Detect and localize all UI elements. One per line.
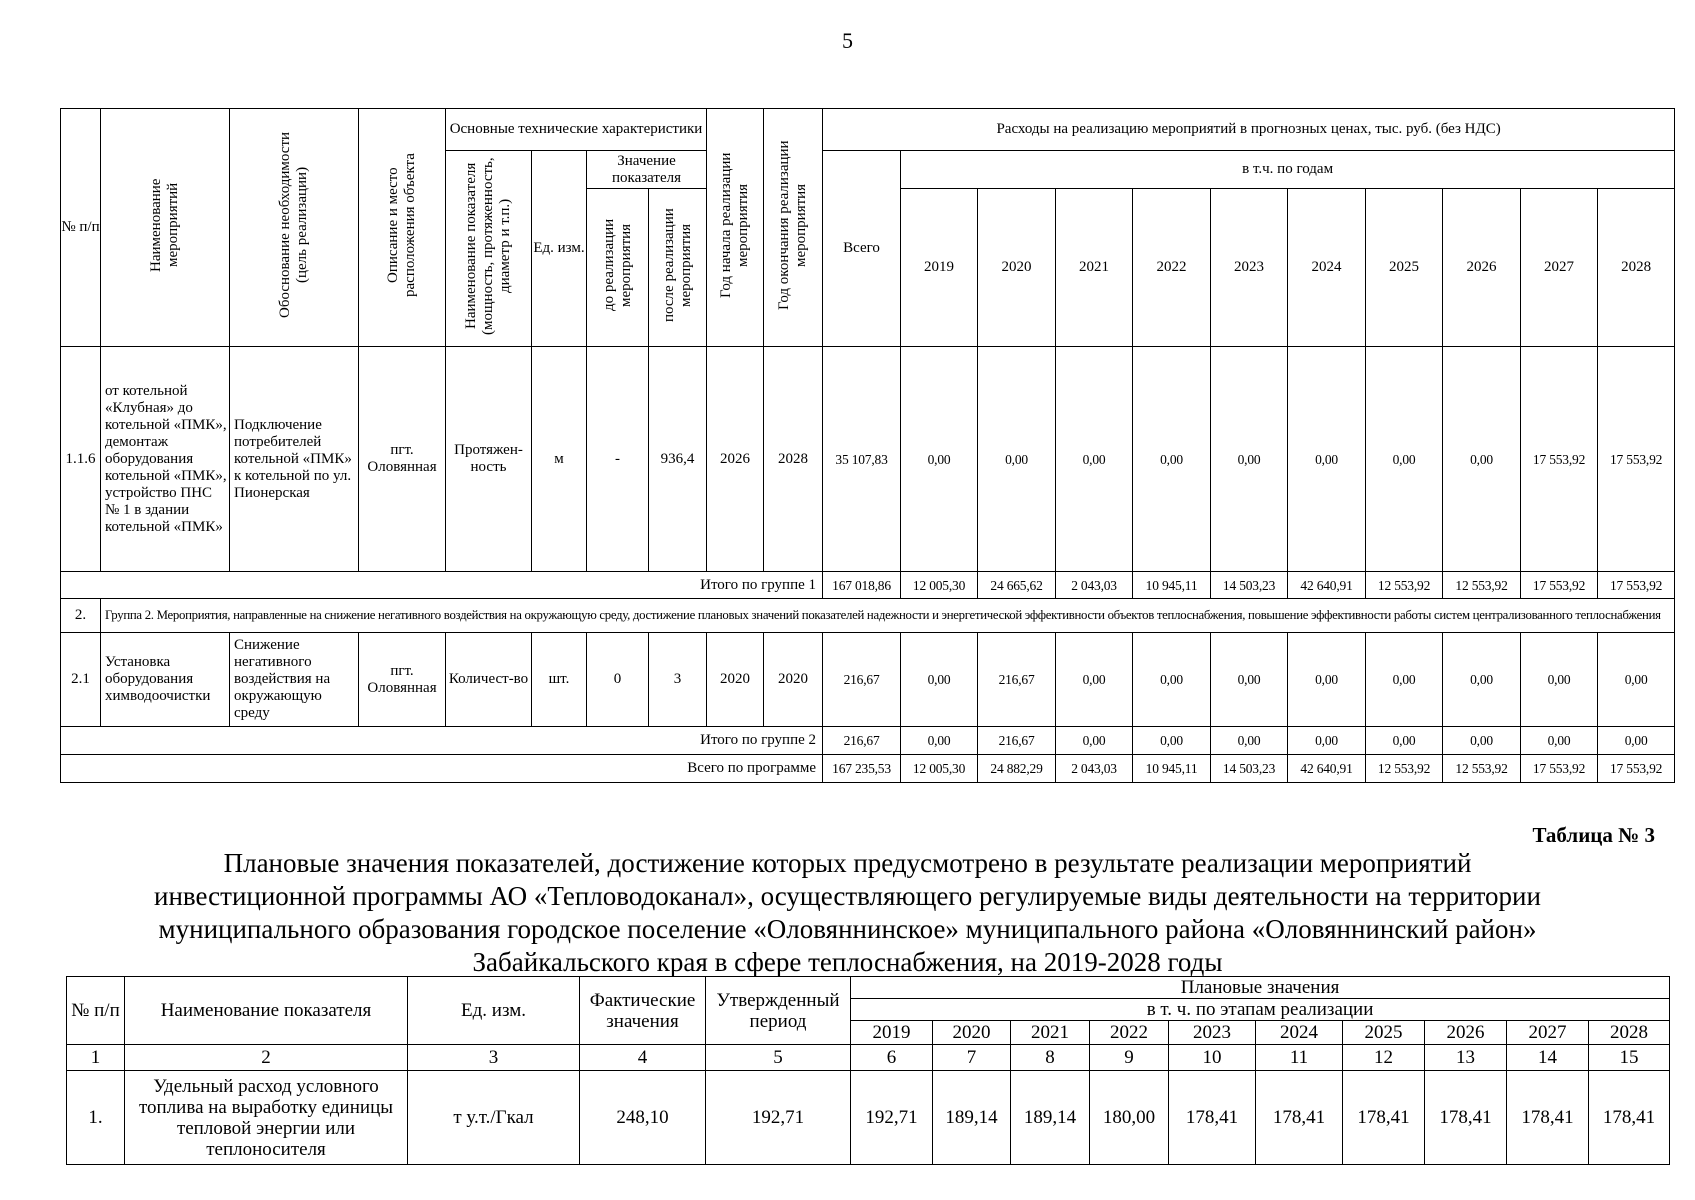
- group2-title: Группа 2. Мероприятия, направленные на снижение негативного воздействия на окружающую среду, достижение плановых значений показателей надежности и энергетической эффективности объектов теплоснабжения, повышение эффективности работы систем централизованного теплоснабжения: [101, 599, 1675, 633]
- group1-year-value: 17 553,92: [1521, 572, 1598, 599]
- row-before: 0: [587, 633, 649, 727]
- row-year-value: 0,00: [1288, 633, 1366, 727]
- t3-col-number: 2: [125, 1045, 408, 1071]
- row-num: 1.1.6: [61, 347, 101, 572]
- program-total: 167 235,53: [823, 755, 901, 783]
- row-year-value: 0,00: [901, 347, 978, 572]
- t3-header-unit: Ед. изм.: [408, 977, 580, 1045]
- t3-col-number: 6: [851, 1045, 933, 1071]
- row-location: пгт. Оловянная: [359, 633, 446, 727]
- row-year-value: 216,67: [978, 633, 1056, 727]
- header-value: Значение показателя: [587, 151, 707, 189]
- t3-col-number: 11: [1256, 1045, 1343, 1071]
- row-unit: шт.: [532, 633, 587, 727]
- investment-measures-table: [60, 108, 1675, 783]
- header-indicator: Наименование показателя (мощность, протяженность, диаметр и т.п.): [446, 151, 532, 347]
- table-heading: [20, 847, 1675, 979]
- t3-row-value: 178,41: [1425, 1071, 1507, 1165]
- year-header: 2021: [1056, 189, 1133, 347]
- row-year-value: 0,00: [1056, 347, 1133, 572]
- t3-row-value: 178,41: [1507, 1071, 1589, 1165]
- row-unit: м: [532, 347, 587, 572]
- t3-row-unit: т у.т./Гкал: [408, 1071, 580, 1165]
- table-number-label: Таблица № 3: [1532, 823, 1655, 847]
- header-end-year: Год окончания реализации мероприятия: [764, 109, 823, 347]
- t3-row-value: 178,41: [1256, 1071, 1343, 1165]
- t3-row-num: 1.: [67, 1071, 125, 1165]
- group2-num: 2.: [61, 599, 101, 633]
- group2-year-value: 0,00: [1288, 727, 1366, 755]
- t3-col-number: 12: [1343, 1045, 1425, 1071]
- year-header: 2023: [1211, 189, 1288, 347]
- row-year-value: 0,00: [1598, 633, 1675, 727]
- program-year-value: 24 882,29: [978, 755, 1056, 783]
- group2-total-row: [61, 727, 1675, 755]
- header-start-year: Год начала реализации мероприятия: [707, 109, 764, 347]
- t3-year-header: 2025: [1343, 1021, 1425, 1045]
- t3-column-numbers-row: [67, 1045, 1670, 1071]
- page-number: 5: [842, 28, 853, 53]
- row-end: 2028: [764, 347, 823, 572]
- header-row-1: [61, 109, 1675, 151]
- program-year-value: 12 553,92: [1366, 755, 1443, 783]
- group1-year-value: 2 043,03: [1056, 572, 1133, 599]
- row-year-value: 0,00: [1211, 347, 1288, 572]
- t3-row-value: 192,71: [851, 1071, 933, 1165]
- t3-header-row-1: [67, 977, 1670, 999]
- t3-col-number: 13: [1425, 1045, 1507, 1071]
- row-indicator: Количест-во: [446, 633, 532, 727]
- group1-year-value: 42 640,91: [1288, 572, 1366, 599]
- t3-row-value: 180,00: [1090, 1071, 1169, 1165]
- year-header: 2025: [1366, 189, 1443, 347]
- row-year-value: 0,00: [1366, 633, 1443, 727]
- program-year-value: 42 640,91: [1288, 755, 1366, 783]
- t3-year-header: 2028: [1589, 1021, 1670, 1045]
- group2-year-value: 0,00: [1366, 727, 1443, 755]
- header-by-years: в т.ч. по годам: [901, 151, 1675, 189]
- group1-year-value: 12 005,30: [901, 572, 978, 599]
- row-year-value: 0,00: [1443, 347, 1521, 572]
- t3-row-value: 189,14: [933, 1071, 1011, 1165]
- header-tech: Основные технические характеристики: [446, 109, 707, 151]
- group2-year-value: 0,00: [1133, 727, 1211, 755]
- year-header: 2022: [1133, 189, 1211, 347]
- t3-year-header: 2023: [1169, 1021, 1256, 1045]
- t3-row-value: 178,41: [1343, 1071, 1425, 1165]
- program-year-value: 12 005,30: [901, 755, 978, 783]
- row-year-value: 0,00: [1366, 347, 1443, 572]
- header-before: до реализации мероприятия: [587, 189, 649, 347]
- t3-col-number: 3: [408, 1045, 580, 1071]
- row-year-value: 0,00: [1056, 633, 1133, 727]
- year-header: 2020: [978, 189, 1056, 347]
- heading-line: муниципального образования городское поселение «Оловяннинское» муниципального района «Оловяннинский район»: [158, 914, 1537, 944]
- t3-col-number: 1: [67, 1045, 125, 1071]
- row-total: 35 107,83: [823, 347, 901, 572]
- program-year-value: 17 553,92: [1598, 755, 1675, 783]
- group2-year-value: 0,00: [1521, 727, 1598, 755]
- t3-year-header: 2019: [851, 1021, 933, 1045]
- group1-year-value: 17 553,92: [1598, 572, 1675, 599]
- row-year-value: 17 553,92: [1598, 347, 1675, 572]
- group1-total: 167 018,86: [823, 572, 901, 599]
- program-year-value: 14 503,23: [1211, 755, 1288, 783]
- group2-total: 216,67: [823, 727, 901, 755]
- t3-header-planned: Плановые значения: [851, 977, 1670, 999]
- row-before: -: [587, 347, 649, 572]
- row-after: 3: [649, 633, 707, 727]
- heading-line: Плановые значения показателей, достижение которых предусмотрено в результате реализации мероприятий: [223, 848, 1472, 878]
- row-num: 2.1: [61, 633, 101, 727]
- t3-year-header: 2027: [1507, 1021, 1589, 1045]
- year-header: 2026: [1443, 189, 1521, 347]
- group2-year-value: 0,00: [1211, 727, 1288, 755]
- t3-col-number: 4: [580, 1045, 706, 1071]
- header-num: № п/п: [61, 109, 101, 347]
- header-total: Всего: [823, 151, 901, 347]
- header-reason: Обоснование необходимости (цель реализации): [230, 109, 359, 347]
- t3-header-num: № п/п: [67, 977, 125, 1045]
- row-year-value: 0,00: [978, 347, 1056, 572]
- t3-year-header: 2026: [1425, 1021, 1507, 1045]
- header-costs: Расходы на реализацию мероприятий в прогнозных ценах, тыс. руб. (без НДС): [823, 109, 1675, 151]
- row-location: пгт. Оловянная: [359, 347, 446, 572]
- header-after: после реализации мероприятия: [649, 189, 707, 347]
- t3-row-actual: 248,10: [580, 1071, 706, 1165]
- row-year-value: 17 553,92: [1521, 347, 1598, 572]
- heading-line: инвестиционной программы АО «Тепловодоканал», осуществляющего регулируемые виды деятельности на территории: [154, 881, 1541, 911]
- t3-year-header: 2024: [1256, 1021, 1343, 1045]
- row-year-value: 0,00: [1211, 633, 1288, 727]
- group1-total-row: [61, 572, 1675, 599]
- table-row: [61, 347, 1675, 572]
- t3-year-header: 2020: [933, 1021, 1011, 1045]
- heading-line: Забайкальского края в сфере теплоснабжения, на 2019-2028 годы: [472, 947, 1223, 977]
- t3-row-value: 178,41: [1169, 1071, 1256, 1165]
- year-header: 2019: [901, 189, 978, 347]
- planned-indicators-table: [66, 976, 1670, 1165]
- t3-row-value: 178,41: [1589, 1071, 1670, 1165]
- group1-year-value: 12 553,92: [1366, 572, 1443, 599]
- group1-year-value: 14 503,23: [1211, 572, 1288, 599]
- row-name: от котельной «Клубная» до котельной «ПМК», демонтаж оборудования котельной «ПМК», устройство ПНС № 1 в здании котельной «ПМК»: [101, 347, 230, 572]
- t3-row-approved: 192,71: [706, 1071, 851, 1165]
- row-reason: Снижение негативного воздействия на окружающую среду: [230, 633, 359, 727]
- row-name: Установка оборудования химводоочистки: [101, 633, 230, 727]
- header-name: Наименование мероприятий: [101, 109, 230, 347]
- row-indicator: Протяжен-ность: [446, 347, 532, 572]
- program-total-row: [61, 755, 1675, 783]
- group2-year-value: 0,00: [1598, 727, 1675, 755]
- t3-col-number: 14: [1507, 1045, 1589, 1071]
- year-header: 2024: [1288, 189, 1366, 347]
- group2-year-value: 0,00: [1056, 727, 1133, 755]
- group2-year-value: 0,00: [901, 727, 978, 755]
- t3-col-number: 5: [706, 1045, 851, 1071]
- t3-row-indicator: Удельный расход условного топлива на выработку единицы тепловой энергии или теплоносителя: [125, 1071, 408, 1165]
- program-total-label: Всего по программе: [61, 755, 823, 783]
- row-end: 2020: [764, 633, 823, 727]
- row-after: 936,4: [649, 347, 707, 572]
- t3-header-indicator: Наименование показателя: [125, 977, 408, 1045]
- group1-total-label: Итого по группе 1: [61, 572, 823, 599]
- program-year-value: 10 945,11: [1133, 755, 1211, 783]
- row-year-value: 0,00: [1133, 633, 1211, 727]
- row-reason: Подключение потребителей котельной «ПМК» к котельной по ул. Пионерская: [230, 347, 359, 572]
- row-start: 2026: [707, 347, 764, 572]
- row-year-value: 0,00: [1133, 347, 1211, 572]
- year-header: 2028: [1598, 189, 1675, 347]
- t3-row-value: 189,14: [1011, 1071, 1090, 1165]
- table-row: [61, 633, 1675, 727]
- row-year-value: 0,00: [901, 633, 978, 727]
- program-year-value: 17 553,92: [1521, 755, 1598, 783]
- header-location: Описание и место расположения объекта: [359, 109, 446, 347]
- row-total: 216,67: [823, 633, 901, 727]
- group2-year-value: 0,00: [1443, 727, 1521, 755]
- group2-row: [61, 599, 1675, 633]
- t3-col-number: 7: [933, 1045, 1011, 1071]
- row-year-value: 0,00: [1288, 347, 1366, 572]
- year-header: 2027: [1521, 189, 1598, 347]
- t3-col-number: 15: [1589, 1045, 1670, 1071]
- t3-table-row: [67, 1071, 1670, 1165]
- t3-header-stages: в т. ч. по этапам реализации: [851, 999, 1670, 1021]
- t3-header-approved: Утвержденный период: [706, 977, 851, 1045]
- program-year-value: 2 043,03: [1056, 755, 1133, 783]
- group1-year-value: 12 553,92: [1443, 572, 1521, 599]
- row-start: 2020: [707, 633, 764, 727]
- row-year-value: 0,00: [1443, 633, 1521, 727]
- t3-header-actual: Фактические значения: [580, 977, 706, 1045]
- header-unit: Ед. изм.: [532, 151, 587, 347]
- t3-year-header: 2022: [1090, 1021, 1169, 1045]
- group1-year-value: 10 945,11: [1133, 572, 1211, 599]
- t3-year-header: 2021: [1011, 1021, 1090, 1045]
- group1-year-value: 24 665,62: [978, 572, 1056, 599]
- program-year-value: 12 553,92: [1443, 755, 1521, 783]
- t3-col-number: 9: [1090, 1045, 1169, 1071]
- t3-col-number: 8: [1011, 1045, 1090, 1071]
- group2-year-value: 216,67: [978, 727, 1056, 755]
- t3-col-number: 10: [1169, 1045, 1256, 1071]
- row-year-value: 0,00: [1521, 633, 1598, 727]
- group2-total-label: Итого по группе 2: [61, 727, 823, 755]
